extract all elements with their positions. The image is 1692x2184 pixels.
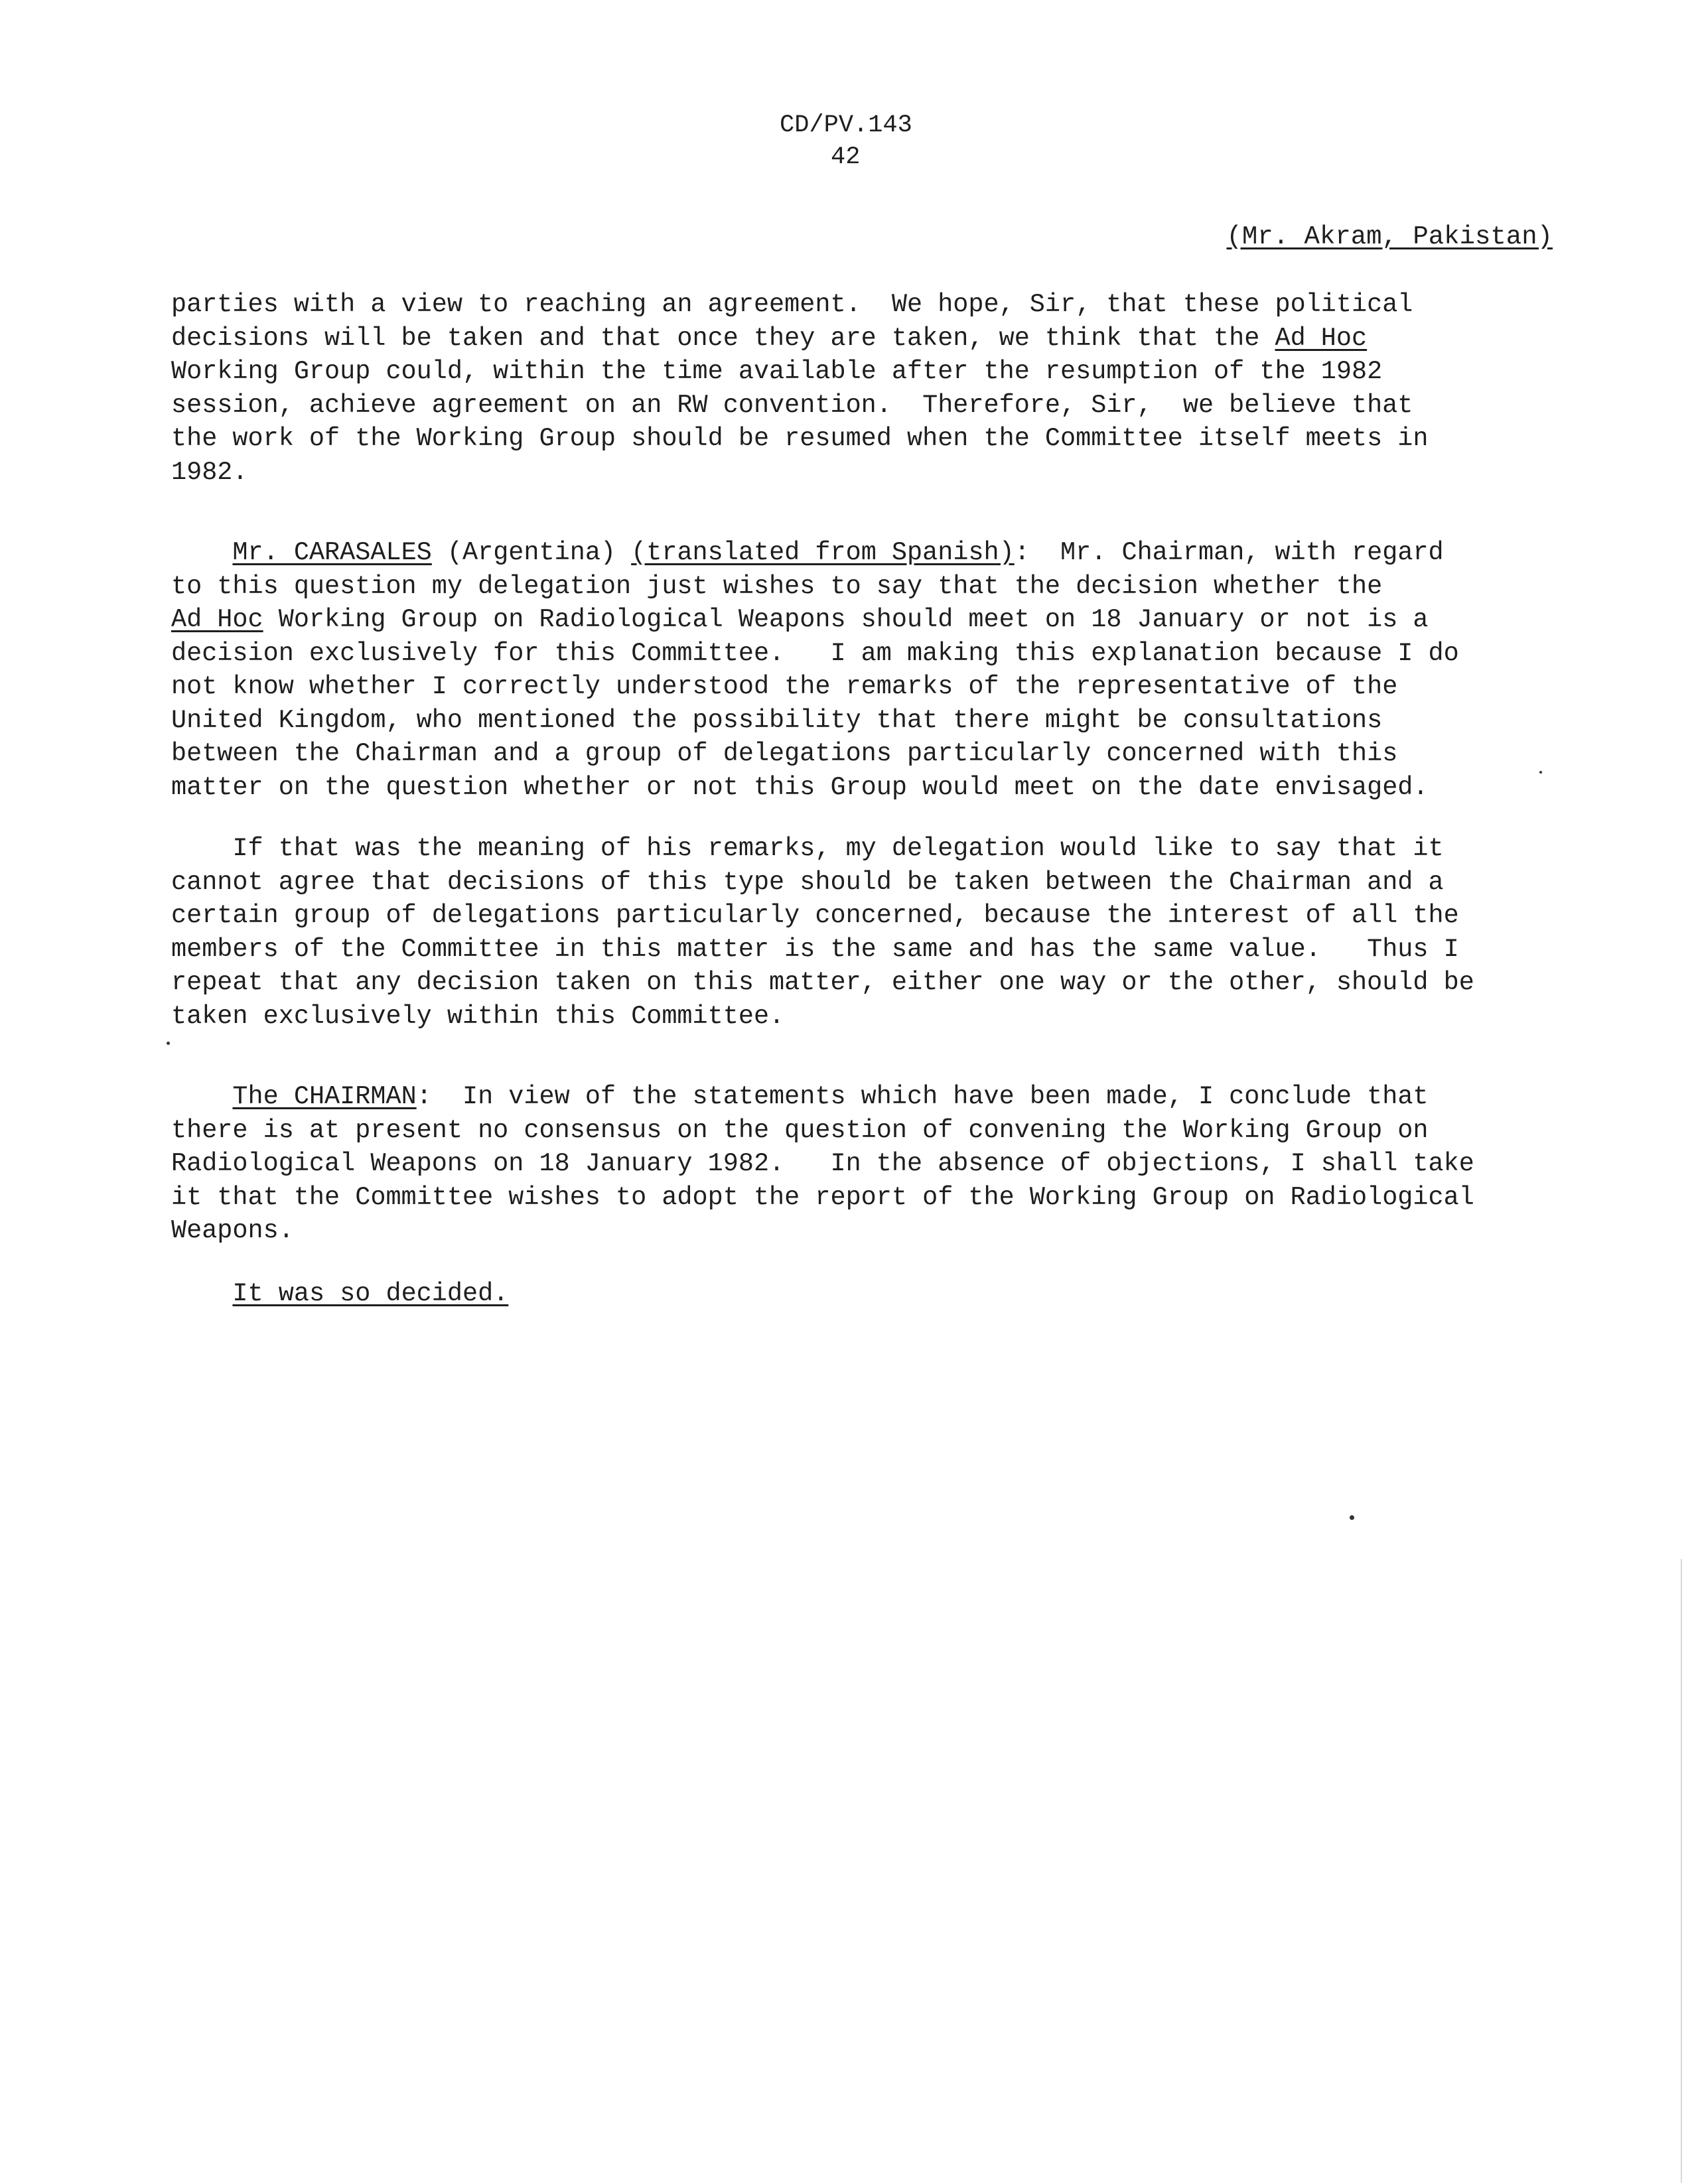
text-line: session, achieve agreement on an RW convention. Therefore, Sir, we believe that: [171, 390, 1413, 420]
text-segment: Working Group on Radiological Weapons should meet on 18 January or not is a: [263, 605, 1429, 634]
text-line: it that the Committee wishes to adopt the report of the Working Group on Radiological: [171, 1182, 1474, 1212]
text-line: [171, 322, 1571, 356]
text-line: Working Group could, within the time available after the resumption of the 1982: [171, 357, 1383, 386]
text-line: to this question my delegation just wishes to say that the decision whether the: [171, 571, 1383, 601]
text-line: United Kingdom, who mentioned the possibility that there might be consultations: [171, 705, 1383, 735]
text-line: If that was the meaning of his remarks, my delegation would like to say that it: [171, 834, 1444, 863]
text-line: not know whether I correctly understood the remarks of the representative of the: [171, 672, 1398, 701]
text-line: there is at present no consensus on the question of convening the Working Group on: [171, 1115, 1429, 1145]
text-segment: decisions will be taken and that once they are taken, we think that the: [171, 323, 1275, 353]
paragraph-pakistan-continued: [171, 288, 1571, 489]
text-line: Weapons.: [171, 1216, 294, 1245]
text-segment: : In view of the statements which have been made, I conclude that: [416, 1082, 1429, 1111]
ad-hoc-term: Ad Hoc: [171, 605, 263, 634]
speaker-country: (Argentina): [431, 538, 632, 567]
text-line: repeat that any decision taken on this matter, either one way or the other, should be: [171, 968, 1474, 997]
text-line: 1982.: [171, 457, 248, 487]
indent: [171, 538, 232, 567]
text-line: taken exclusively within this Committee.: [171, 1001, 785, 1031]
scan-speck: [1350, 1515, 1354, 1520]
text-line: [171, 1277, 1571, 1311]
scan-edge-line: [1681, 1559, 1682, 2183]
decision-text: It was so decided.: [232, 1279, 509, 1308]
paragraph-argentina-continued: [171, 832, 1571, 1033]
indent: [171, 1279, 232, 1308]
scan-speck: [167, 1042, 170, 1045]
text-line: cannot agree that decisions of this type should be taken between the Chairman and a: [171, 867, 1444, 897]
paragraph-argentina: [171, 536, 1571, 804]
scan-speck: [1539, 771, 1542, 774]
text-line: [171, 603, 1571, 637]
paragraph-chairman: [171, 1080, 1571, 1248]
text-segment: : Mr. Chairman, with regard: [1014, 538, 1444, 567]
text-line: [171, 1080, 1571, 1114]
translation-note: (translated from Spanish): [631, 538, 1015, 567]
text-line: matter on the question whether or not this Group would meet on the date envisaged.: [171, 772, 1429, 802]
text-line: certain group of delegations particularly concerned, because the interest of all the: [171, 901, 1459, 930]
text-line: parties with a view to reaching an agreement. We hope, Sir, that these political: [171, 290, 1413, 319]
speaker-name: Mr. CARASALES: [232, 538, 432, 567]
speaker-name: The CHAIRMAN: [232, 1082, 417, 1111]
page-number: 42: [831, 143, 861, 171]
document-symbol: CD/PV.143: [780, 111, 912, 139]
text-line: decision exclusively for this Committee. I am making this explanation because I do: [171, 638, 1459, 668]
ad-hoc-term: Ad Hoc: [1275, 323, 1368, 353]
text-line: [171, 536, 1571, 570]
speaker-attribution: (Mr. Akram, Pakistan): [1226, 222, 1553, 251]
text-line: Radiological Weapons on 18 January 1982. In the absence of objections, I shall take: [171, 1149, 1474, 1178]
text-line: between the Chairman and a group of delegations particularly concerned with this: [171, 739, 1398, 768]
indent: [171, 1082, 232, 1111]
text-line: members of the Committee in this matter is the same and has the same value. Thus I: [171, 934, 1459, 964]
decision-line: [171, 1277, 1571, 1311]
text-line: the work of the Working Group should be resumed when the Committee itself meets in: [171, 424, 1429, 453]
